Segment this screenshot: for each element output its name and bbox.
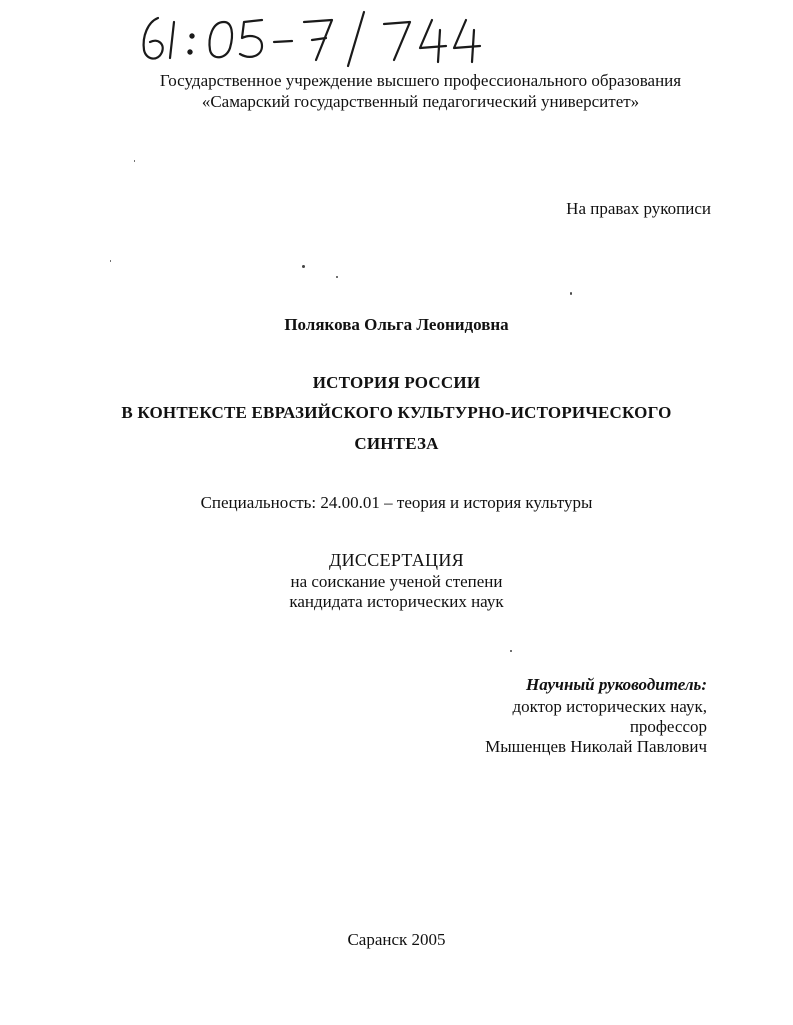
scan-speck xyxy=(110,260,111,262)
scan-speck xyxy=(302,265,305,268)
dissertation-field-line: кандидата исторических наук xyxy=(289,592,504,611)
scan-speck xyxy=(570,292,572,295)
dissertation-degree-line: на соискание ученой степени xyxy=(290,572,503,591)
title-line-2: В КОНТЕКСТЕ ЕВРАЗИЙСКОГО КУЛЬТУРНО-ИСТОРИЧЕСКОГО xyxy=(121,403,672,422)
scan-speck xyxy=(510,650,512,652)
scan-speck xyxy=(336,276,338,278)
institution-line-1: Государственное учреждение высшего профессионального образования xyxy=(159,71,682,90)
handwritten-number-drawing xyxy=(136,8,486,70)
city-year: Саранск 2005 xyxy=(347,930,446,949)
supervisor-label: Научный руководитель: xyxy=(525,675,707,694)
handwritten-stamp-number xyxy=(136,8,486,70)
manuscript-rights-note: На правах рукописи xyxy=(566,199,711,218)
supervisor-degree: доктор исторических наук, xyxy=(512,697,707,716)
title-line-1: ИСТОРИЯ РОССИИ xyxy=(312,373,481,392)
institution-line-2: «Самарский государственный педагогический университет» xyxy=(201,92,640,111)
specialty-line: Специальность: 24.00.01 – теория и история культуры xyxy=(200,493,593,512)
supervisor-name: Мышенцев Николай Павлович xyxy=(485,737,707,756)
dissertation-heading: ДИССЕРТАЦИЯ xyxy=(329,550,464,570)
scan-speck xyxy=(134,160,135,162)
title-line-3: СИНТЕЗА xyxy=(354,434,439,453)
supervisor-rank: профессор xyxy=(629,717,707,736)
author-name: Полякова Ольга Леонидовна xyxy=(284,315,509,334)
